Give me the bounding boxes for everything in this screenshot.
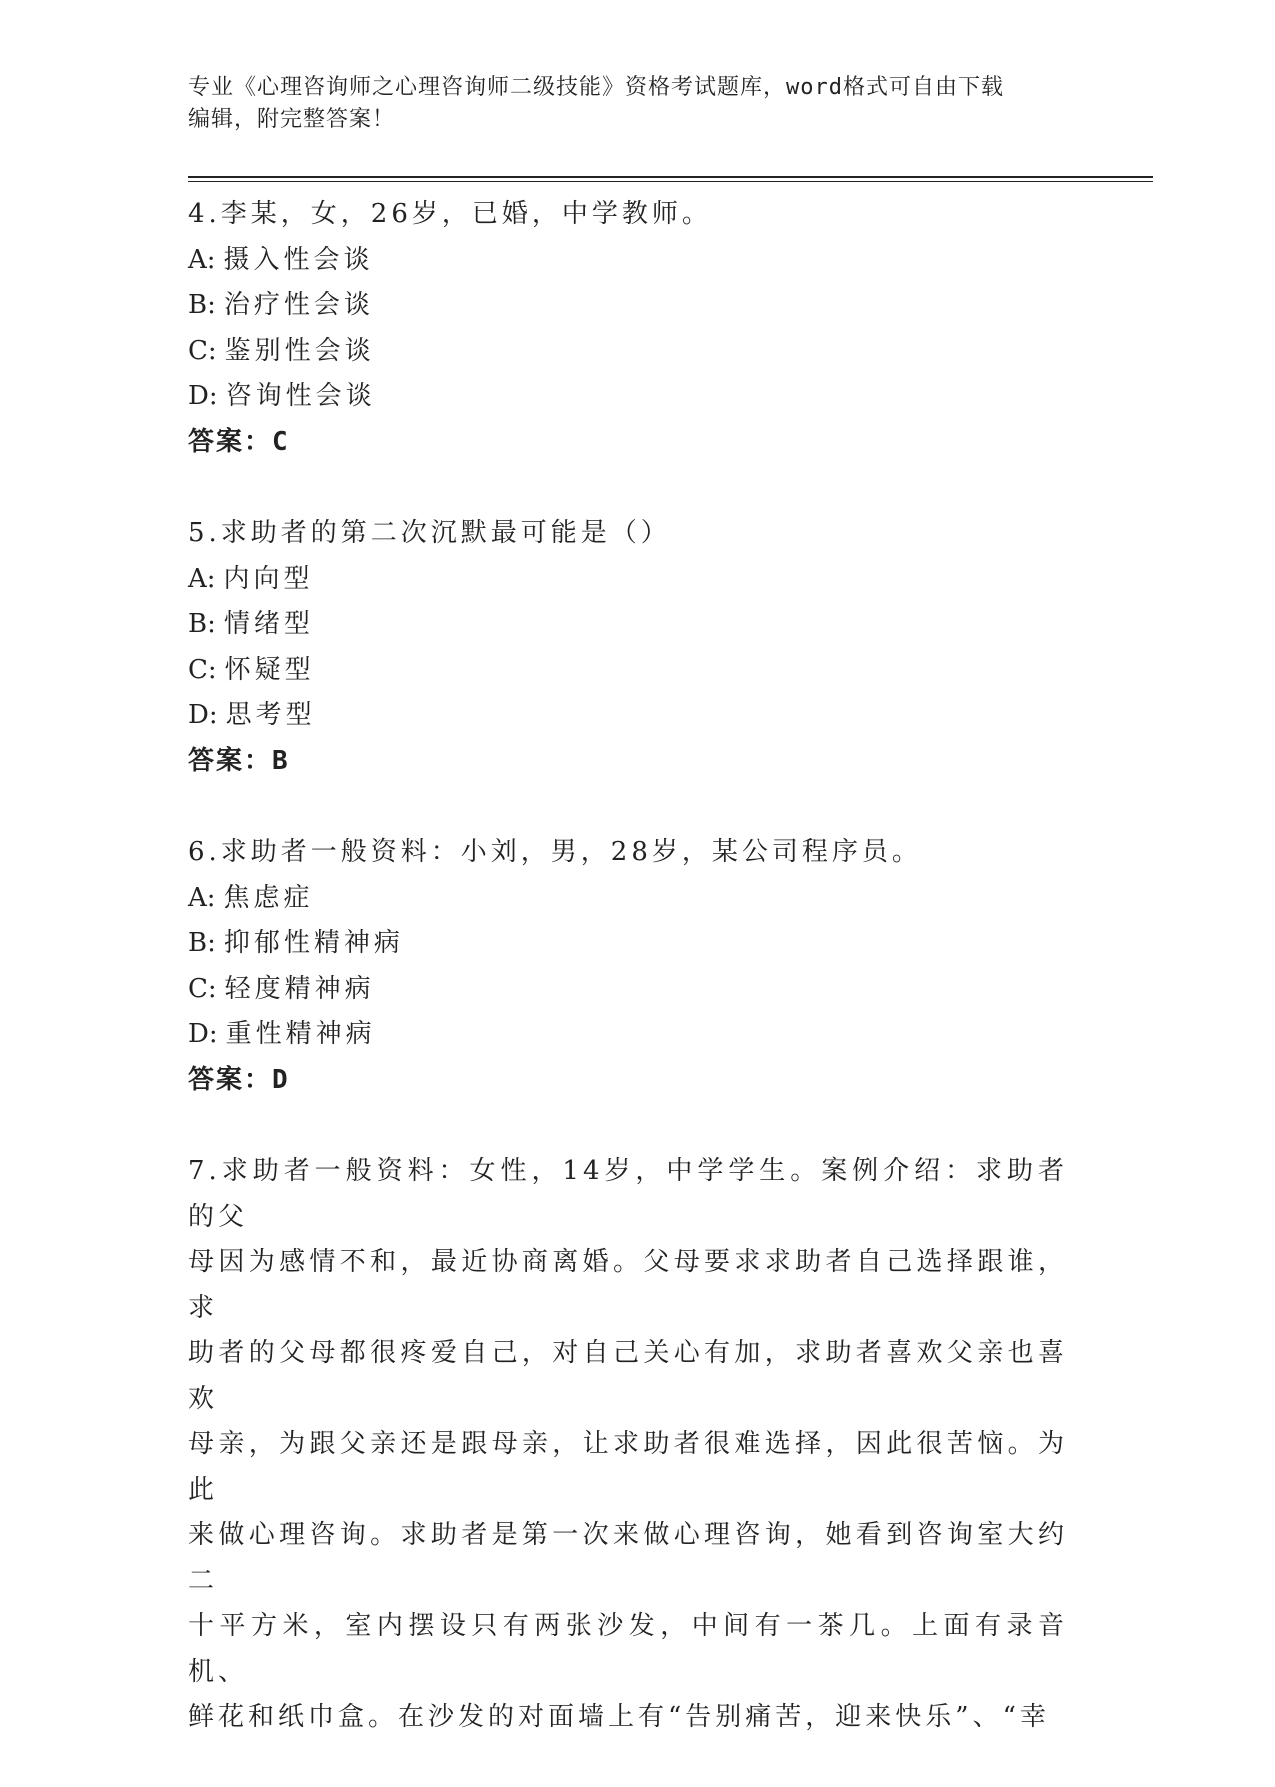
stem-line: 助者的父母都很疼爱自己，对自己关心有加，求助者喜欢父亲也喜欢 — [188, 1338, 1068, 1414]
option-letter: D: — [188, 700, 218, 730]
question-item — [188, 1149, 1068, 1741]
option-text: 咨询性会谈 — [225, 381, 376, 411]
option-letter: A: — [188, 244, 216, 275]
document-header — [188, 72, 1068, 136]
option-letter: C: — [188, 973, 217, 1004]
option-letter: D: — [188, 1019, 218, 1049]
option-c — [188, 648, 1068, 694]
option-a — [188, 238, 1068, 284]
question-list — [188, 192, 1068, 1787]
option-letter: B: — [188, 609, 216, 639]
header-line-2: 编辑，附完整答案！ — [188, 107, 396, 132]
option-text: 思考型 — [225, 700, 316, 730]
option-text: 情绪型 — [223, 609, 314, 639]
question-stem: 5.求助者的第二次沉默最可能是（） — [188, 518, 671, 548]
option-c — [188, 329, 1068, 375]
answer-line: 答案：C — [188, 426, 290, 457]
header-line-1: 专业《心理咨询师之心理咨询师二级技能》资格考试题库，word格式可自由下载 — [188, 75, 1004, 100]
option-letter: C: — [188, 654, 217, 685]
option-a — [188, 557, 1068, 603]
option-b — [188, 283, 1068, 329]
option-c — [188, 967, 1068, 1013]
option-text: 内向型 — [223, 563, 314, 594]
option-text: 重性精神病 — [225, 1019, 376, 1049]
stem-line: 十平方米，室内摆设只有两张沙发，中间有一茶几。上面有录音机、 — [188, 1611, 1068, 1687]
option-d — [188, 374, 1068, 420]
option-letter: D: — [188, 381, 218, 411]
question-stem: 4.李某，女，26岁，已婚，中学教师。 — [188, 199, 712, 229]
option-text: 怀疑型 — [224, 654, 315, 685]
option-text: 焦虑症 — [223, 882, 314, 913]
option-text: 抑郁性精神病 — [223, 928, 404, 958]
option-d — [188, 1012, 1068, 1058]
question-item — [188, 192, 1068, 465]
stem-line: 7.求助者一般资料：女性，14岁，中学学生。案例介绍：求助者的父 — [188, 1156, 1068, 1232]
option-text: 轻度精神病 — [224, 973, 375, 1004]
option-text: 鉴别性会谈 — [224, 335, 375, 366]
option-a — [188, 876, 1068, 922]
option-text: 摄入性会谈 — [223, 244, 374, 275]
question-stem: 6.求助者一般资料：小刘，男，28岁，某公司程序员。 — [188, 837, 922, 867]
option-b — [188, 921, 1068, 967]
answer-line: 答案：B — [188, 745, 290, 776]
stem-line: 母因为感情不和，最近协商离婚。父母要求求助者自己选择跟谁，求 — [188, 1247, 1068, 1323]
option-letter: A: — [188, 563, 216, 594]
option-text: 治疗性会谈 — [223, 290, 374, 320]
option-letter: A: — [188, 882, 216, 913]
option-letter: B: — [188, 290, 216, 320]
option-letter: B: — [188, 928, 216, 958]
header-divider-thin — [188, 181, 1153, 182]
header-divider-thick — [188, 176, 1153, 178]
answer-line: 答案：D — [188, 1064, 290, 1095]
stem-line: 来做心理咨询。求助者是第一次来做心理咨询，她看到咨询室大约二 — [188, 1520, 1068, 1596]
question-stem — [188, 1149, 1068, 1741]
question-item — [188, 511, 1068, 784]
option-b — [188, 602, 1068, 648]
option-letter: C: — [188, 335, 217, 366]
stem-line: 母亲，为跟父亲还是跟母亲，让求助者很难选择，因此很苦恼。为此 — [188, 1429, 1068, 1505]
stem-line: 鲜花和纸巾盒。在沙发的对面墙上有“告别痛苦，迎来快乐”、“幸 — [188, 1702, 1050, 1732]
option-d — [188, 693, 1068, 739]
question-item — [188, 830, 1068, 1103]
